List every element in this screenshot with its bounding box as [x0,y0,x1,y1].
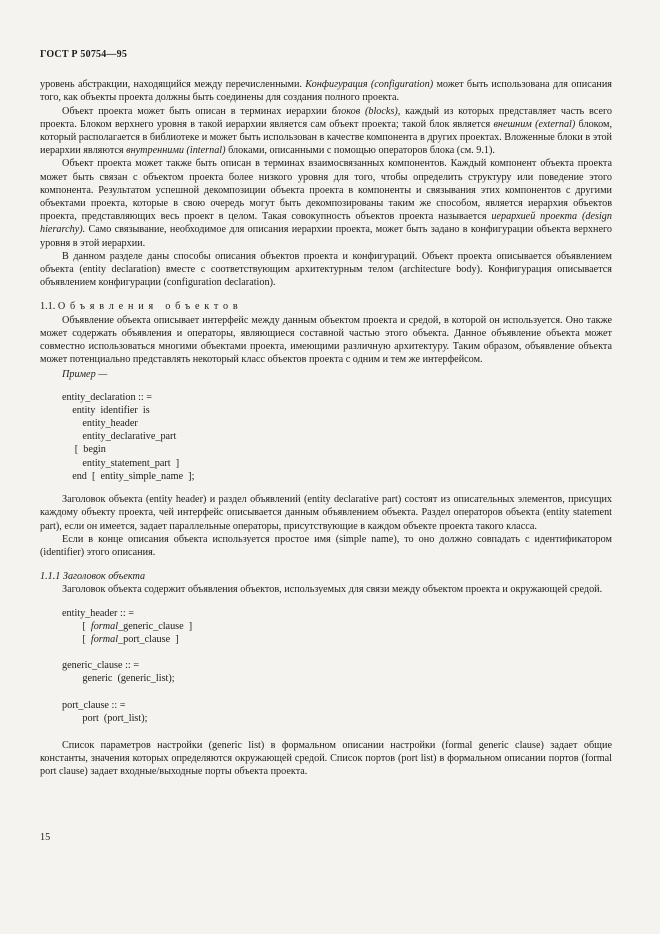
section-heading [40,300,612,313]
document-page [40,48,612,779]
code-line: entity_declaration :: = [62,391,153,403]
code-generic-clause [62,659,612,685]
term-configuration: Конфигурация (configuration) [305,79,434,91]
code-line [62,620,612,633]
text-run: Само связывание, необходимое для описания иерархии проекта, может быть задано в конфигурации объекта верхнего уровня в этой иерархии. [40,224,612,249]
term-internal: внутренними (internal) [126,145,226,157]
code-line: generic (generic_list); [62,673,175,685]
paragraph-intro [40,78,612,104]
paragraph-entity-header: Заголовок объекта (entity header) и раздел объявлений (entity declarative part) состоят из описательных элементов, присущих каждому объекту проекта, чей интерфейс описывается данным объявлением объекта. Раздел операторов объекта (entity statement part), если он имеется, задает параллельные операторы, присутствующие в каждом объекте проекта такого класса. [40,494,612,532]
text-run: Объект проекта может быть описан в терминах иерархии [62,105,332,117]
code-line: entity_declarative_part [62,431,177,443]
code-run-italic: formal [90,633,119,645]
code-run-italic: formal [90,620,119,632]
code-run: _port_clause ] [118,633,179,645]
paragraph-entity-declaration: Объявление объекта описывает интерфейс между данным объектом проекта и средой, в которой он используется. Оно также может содержать объявления и операторы, являющиеся составной частью этого объекта. Данное объявление объекта может совместно использоваться многими объектами проекта, имеющими различную архитектуру. Таким образом, объявление объекта может потенциально представлять некоторый класс объектов проекта с одним и тем же интерфейсом. [40,314,612,366]
page-number: 15 [40,832,51,843]
text-run: Объект проекта может также быть описан в терминах взаимосвязанных компонентов. Каждый компонент объекта проекта может быть связан с объектом проекта более низкого уровня для того, чтобы определить структуру или поведение этого компонента. Результатом успешной декомпозиции объекта проекта в компоненты и связывания этих компонентов с другими объектами проекта, которые в свою очередь могут быть декомпозированы таким же способом, является иерархия объектов проекта, представляющих весь проект в целом. Такая совокупность объектов проекта называется [40,158,612,223]
code-line: entity identifier is [62,404,150,416]
text-run: может быть использована для описания того, как объекты проекта должны быть соединены для создания полного проекта. [40,79,612,104]
code-line: port_clause :: = [62,699,126,711]
section-title: Объявления объектов [57,301,243,313]
code-run: _generic_clause ] [118,620,193,632]
text-run: уровень абстракции, находящийся между перечисленными. [40,79,306,91]
code-run: [ [62,633,91,645]
paragraph-components [40,157,612,249]
subsection-heading: 1.1.1 Заголовок объекта [40,571,146,583]
code-line [62,633,612,646]
document-header: ГОСТ Р 50754—95 [40,49,128,60]
paragraph-simple-name: Если в конце описания объекта используется простое имя (simple name), то оно должно совпадать с идентификатором (identifier) этого описания. [40,533,612,558]
code-run: [ [62,620,91,632]
paragraph-header-contents: Заголовок объекта содержит объявления объектов, используемых для связи между объектом проекта и окружающей средой. [62,584,603,596]
term-blocks: блоков (blocks), [331,105,401,117]
paragraph-generic-list: Список параметров настройки (generic list) в формальном описании настройки (formal generic clause) задает общие константы, значения которых определяются окружающей средой. Список портов (port list) в формальном описании портов (formal port clause) задает входные/выходные порты объекта проекта. [40,739,612,778]
code-port-clause [62,699,612,725]
text-run: каждый из которых представляет часть всего проекта. Блоком верхнего уровня в такой иерархии является сам объект проекта; такой блок является [40,105,612,130]
code-line: entity_statement_part ] [62,457,180,469]
term-design-hierarchy: иерархией проекта (design hierarchy). [40,211,612,236]
term-external: внешним (external) [493,118,576,130]
code-line: entity_header [62,418,138,430]
paragraph-section-overview: В данном разделе даны способы описания объектов проекта и конфигураций. Объект проекта описывается объявлением объекта (entity declaration) вместе с соответствующим архитектурным телом (architecture body). Конфигурация описывается объявлением конфигурации (configuration declaration). [40,250,612,289]
text-run: блоком, который располагается в библиотеке и может быть использован в качестве компонента в других проектах. Вложенные блоки в этой иерархии являются [40,118,612,157]
code-line: entity_header :: = [62,607,134,619]
code-entity-header [62,607,612,647]
text-run: блоками, описанными с помощью операторов блока (см. 9.1). [225,145,495,157]
code-entity-declaration [62,391,612,483]
example-label: Пример — [62,369,108,381]
section-number: 1.1. [40,301,56,313]
code-line: [ begin [62,444,106,456]
paragraph-blocks [40,105,612,158]
code-line: end [ entity_simple_name ]; [62,470,195,482]
code-line: generic_clause :: = [62,660,140,672]
code-line: port (port_list); [62,712,148,724]
